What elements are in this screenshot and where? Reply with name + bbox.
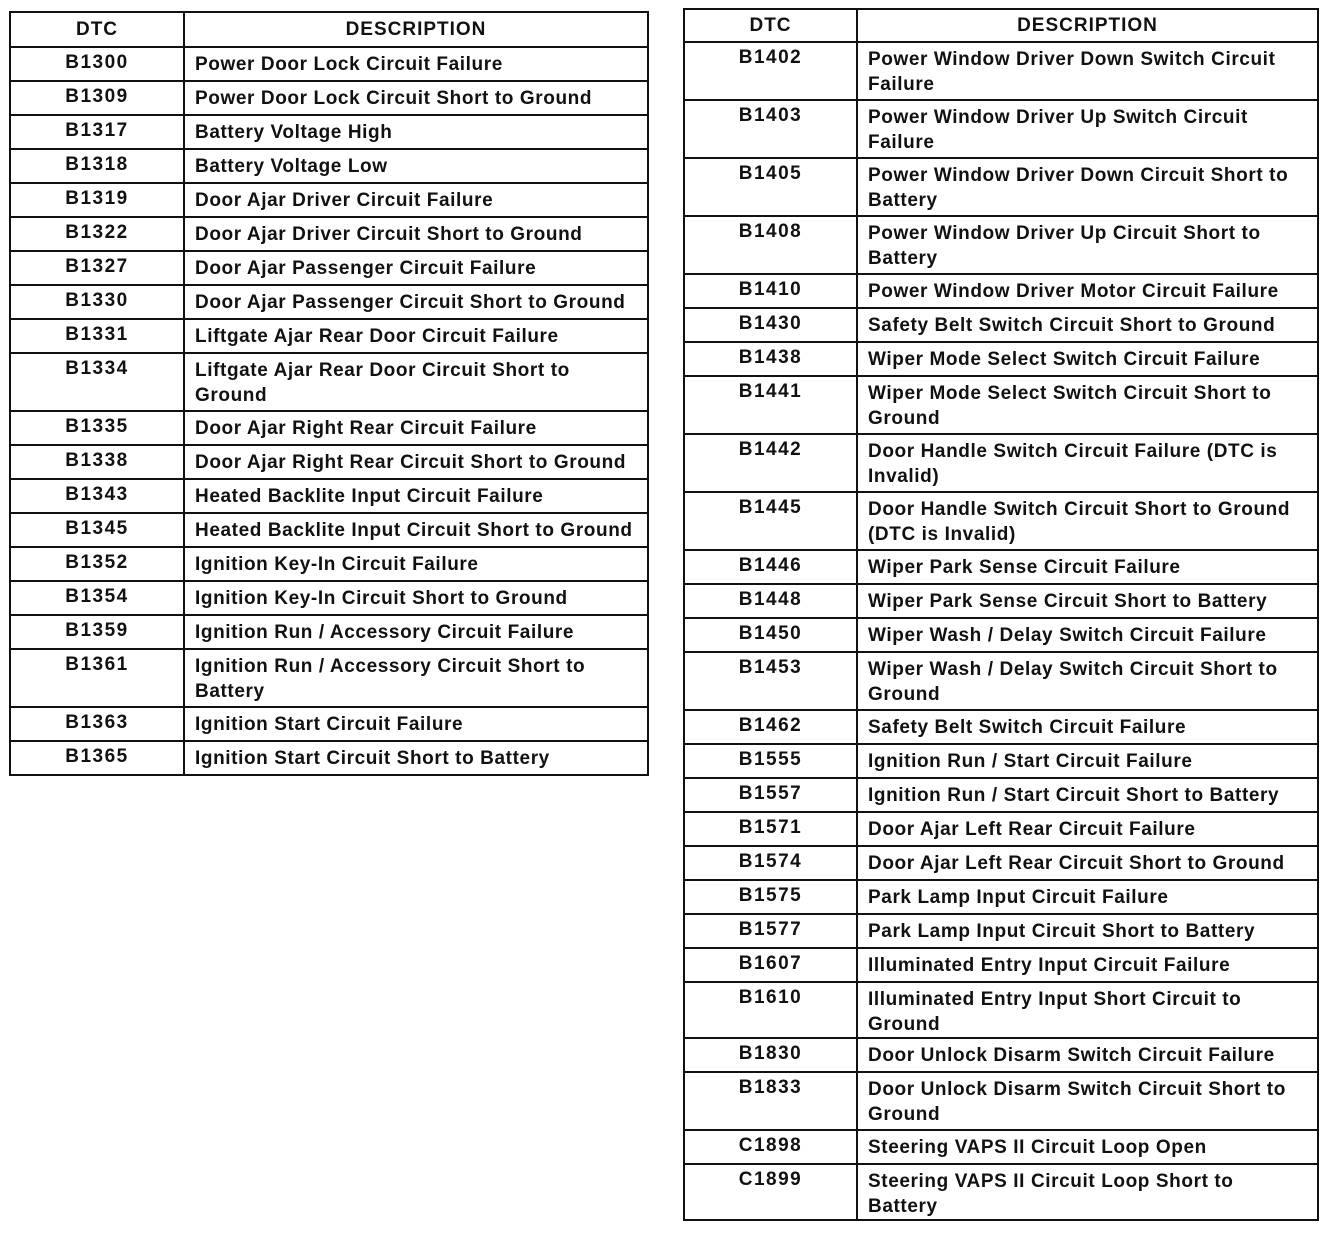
dtc-description: Door Ajar Driver Circuit Failure [195,190,494,211]
dtc-code: B1331 [65,324,129,345]
dtc-description: Door Ajar Passenger Circuit Short to Ground [195,292,626,313]
table-row [684,1130,1318,1164]
dtc-description: Ignition Key-In Circuit Failure [195,554,479,575]
dtc-description: Door Ajar Right Rear Circuit Failure [195,418,537,439]
dtc-description: Wiper Park Sense Circuit Failure [868,557,1181,578]
table-row [684,216,1318,274]
table-row [10,411,648,445]
table-row [10,479,648,513]
dtc-code: B1445 [738,497,803,518]
table-row [10,615,648,649]
table-row [684,618,1318,652]
dtc-code: B1833 [738,1077,803,1098]
dtc-description: Power Window Driver Down Circuit Short to Battery [868,165,1289,211]
dtc-code: B1574 [738,851,803,872]
dtc-description: Steering VAPS II Circuit Loop Open [868,1137,1207,1158]
dtc-description: Power Window Driver Motor Circuit Failure [868,281,1279,302]
dtc-code: B1359 [65,620,129,641]
dtc-description: Ignition Key-In Circuit Short to Ground [195,588,568,609]
dtc-description: Illuminated Entry Input Short Circuit to Ground [868,989,1242,1035]
dtc-code: B1610 [738,987,803,1008]
table-row [10,707,648,741]
dtc-description: Ignition Run / Start Circuit Short to Battery [868,785,1280,806]
dtc-column-header: DTC [10,12,184,47]
dtc-description: Power Window Driver Up Circuit Short to Battery [868,223,1261,269]
dtc-description: Wiper Mode Select Switch Circuit Failure [868,349,1261,370]
table-row [684,158,1318,216]
dtc-description: Heated Backlite Input Circuit Failure [195,486,544,507]
dtc-code: B1317 [65,120,129,141]
dtc-code: C1899 [738,1169,803,1190]
dtc-description: Door Unlock Disarm Switch Circuit Short to Ground [868,1079,1286,1125]
table-row [684,846,1318,880]
table-row [684,1164,1318,1220]
dtc-table-left [9,11,649,776]
dtc-code: B1450 [738,623,803,644]
dtc-code: B1334 [65,358,129,379]
dtc-code: B1365 [65,746,129,767]
description-column-header: DESCRIPTION [857,9,1318,42]
dtc-description: Door Ajar Passenger Circuit Failure [195,258,537,279]
table-row [684,1038,1318,1072]
dtc-code: B1354 [65,586,129,607]
dtc-code: B1441 [738,381,803,402]
table-row [684,652,1318,710]
table-row [684,778,1318,812]
table-row [684,434,1318,492]
dtc-description: Ignition Start Circuit Failure [195,714,464,735]
dtc-description: Door Ajar Driver Circuit Short to Ground [195,224,583,245]
table-row [10,183,648,217]
table-row [10,285,648,319]
table-row [684,880,1318,914]
table-row [10,353,648,411]
dtc-description: Door Ajar Left Rear Circuit Failure [868,819,1196,840]
dtc-code: B1327 [65,256,129,277]
dtc-code: B1448 [738,589,803,610]
dtc-code: B1335 [65,416,129,437]
table-row [10,81,648,115]
dtc-description: Power Door Lock Circuit Short to Ground [195,88,593,109]
dtc-code: B1363 [65,712,129,733]
dtc-description: Wiper Wash / Delay Switch Circuit Failure [868,625,1267,646]
dtc-description: Illuminated Entry Input Circuit Failure [868,955,1231,976]
table-row [684,1072,1318,1130]
dtc-code: B1338 [65,450,129,471]
dtc-description: Liftgate Ajar Rear Door Circuit Short to Ground [195,360,570,406]
dtc-code: B1318 [65,154,129,175]
table-row [10,649,648,707]
dtc-code: B1361 [65,654,129,675]
table-row [684,492,1318,550]
dtc-description: Park Lamp Input Circuit Short to Battery [868,921,1256,942]
dtc-code: B1830 [738,1043,803,1064]
dtc-description: Wiper Park Sense Circuit Short to Battery [868,591,1268,612]
dtc-code: B1438 [738,347,803,368]
dtc-description: Battery Voltage High [195,122,393,143]
dtc-description: Heated Backlite Input Circuit Short to Ground [195,520,633,541]
description-column-header: DESCRIPTION [184,12,648,47]
table-row [10,149,648,183]
dtc-column-header: DTC [684,9,857,42]
dtc-code: B1408 [738,221,803,242]
dtc-description: Battery Voltage Low [195,156,388,177]
dtc-description: Door Handle Switch Circuit Short to Ground (DTC is Invalid) [868,499,1291,545]
dtc-description: Door Ajar Right Rear Circuit Short to Ground [195,452,627,473]
table-row [684,376,1318,434]
table-row [684,982,1318,1038]
table-row [10,741,648,775]
table-row [684,584,1318,618]
dtc-code: B1410 [738,279,803,300]
table-row [10,581,648,615]
dtc-description: Door Unlock Disarm Switch Circuit Failure [868,1045,1275,1066]
table-row [10,445,648,479]
table-row [10,47,648,81]
dtc-description: Park Lamp Input Circuit Failure [868,887,1169,908]
dtc-description: Ignition Start Circuit Short to Battery [195,748,550,769]
table-row [10,217,648,251]
table-row [684,812,1318,846]
dtc-description: Ignition Run / Accessory Circuit Short to Battery [195,656,586,702]
dtc-code: B1345 [65,518,129,539]
dtc-code: B1607 [738,953,803,974]
dtc-description: Ignition Run / Accessory Circuit Failure [195,622,575,643]
dtc-description: Power Door Lock Circuit Failure [195,54,503,75]
dtc-table-right [683,8,1319,1221]
dtc-description: Door Handle Switch Circuit Failure (DTC is Invalid) [868,441,1278,487]
table-row [684,710,1318,744]
dtc-code: B1319 [65,188,129,209]
dtc-code: B1462 [738,715,803,736]
dtc-code: B1352 [65,552,129,573]
table-row [684,42,1318,100]
dtc-code: B1403 [738,105,803,126]
dtc-description: Liftgate Ajar Rear Door Circuit Failure [195,326,559,347]
dtc-code: B1442 [738,439,803,460]
dtc-code: B1322 [65,222,129,243]
dtc-code: B1430 [738,313,803,334]
dtc-code: B1571 [738,817,803,838]
dtc-description: Wiper Wash / Delay Switch Circuit Short to Ground [868,659,1278,705]
table-row [684,948,1318,982]
table-row [10,251,648,285]
table-row [684,342,1318,376]
dtc-code: B1446 [738,555,803,576]
dtc-code: B1555 [738,749,803,770]
table-row [10,319,648,353]
table-row [684,550,1318,584]
dtc-code: B1453 [738,657,803,678]
dtc-code: B1577 [738,919,803,940]
table-row [10,513,648,547]
dtc-code: C1898 [738,1135,803,1156]
dtc-code: B1575 [738,885,803,906]
dtc-code: B1300 [65,52,129,73]
dtc-code: B1557 [738,783,803,804]
dtc-description: Wiper Mode Select Switch Circuit Short to Ground [868,383,1272,429]
dtc-description: Safety Belt Switch Circuit Short to Ground [868,315,1276,336]
dtc-description: Door Ajar Left Rear Circuit Short to Ground [868,853,1285,874]
table-row [684,914,1318,948]
dtc-description: Steering VAPS II Circuit Loop Short to Battery [868,1171,1234,1217]
table-row [684,744,1318,778]
dtc-code: B1405 [738,163,803,184]
table-row [684,308,1318,342]
dtc-code: B1309 [65,86,129,107]
dtc-code: B1330 [65,290,129,311]
dtc-description: Safety Belt Switch Circuit Failure [868,717,1187,738]
dtc-code: B1343 [65,484,129,505]
dtc-code: B1402 [738,47,803,68]
table-row [10,547,648,581]
dtc-description: Power Window Driver Down Switch Circuit Failure [868,49,1276,95]
dtc-description: Ignition Run / Start Circuit Failure [868,751,1193,772]
table-row [10,115,648,149]
table-row [684,274,1318,308]
table-row [684,100,1318,158]
dtc-description: Power Window Driver Up Switch Circuit Failure [868,107,1248,153]
